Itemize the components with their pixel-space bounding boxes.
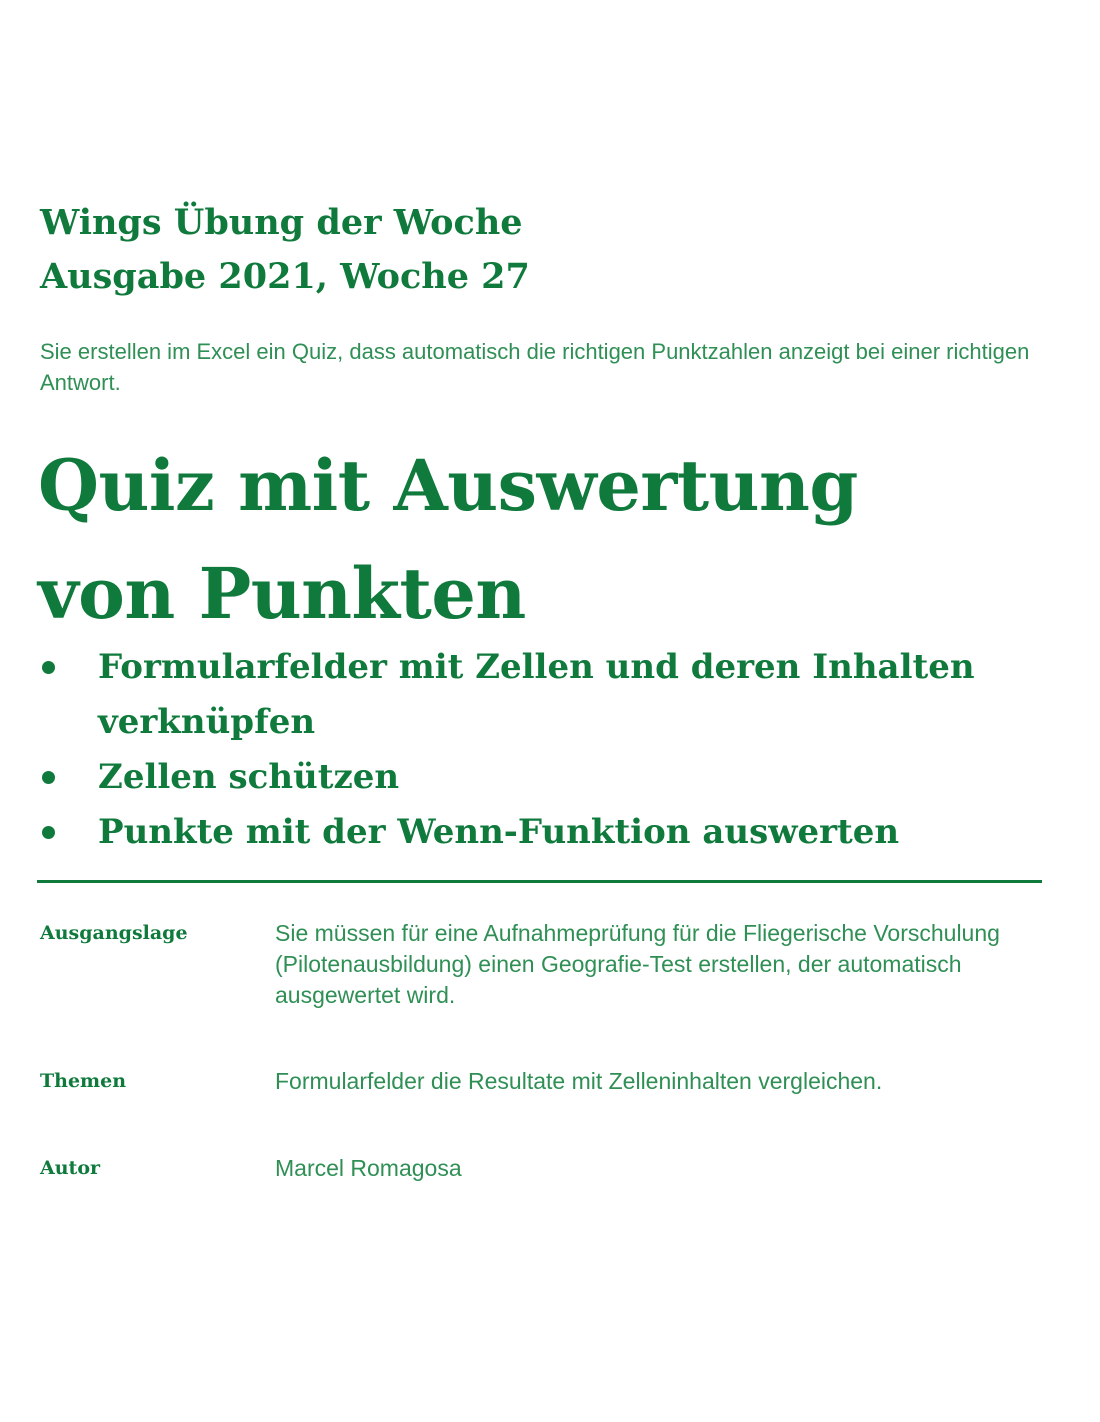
meta-label: Themen <box>40 1070 127 1092</box>
topic-item <box>40 750 1060 805</box>
topic-item-text: Zellen schützen <box>98 757 400 797</box>
header-issue: Ausgabe 2021, Woche 27 <box>40 256 530 297</box>
topic-item <box>40 805 1060 860</box>
title-line-1: Quiz mit Auswertung <box>38 444 858 527</box>
topic-item <box>40 640 1060 750</box>
topic-item-text: Formularfelder mit Zellen und deren Inhalten verknüpfen <box>98 647 975 742</box>
meta-label: Ausgangslage <box>40 922 188 944</box>
meta-value: Formularfelder die Resultate mit Zelleninhalten vergleichen. <box>275 1068 883 1094</box>
bullet-icon <box>42 661 55 674</box>
header-series-title: Wings Übung der Woche <box>40 202 523 243</box>
section-divider <box>37 880 1042 883</box>
intro-text: Sie erstellen im Excel ein Quiz, dass automatisch die richtigen Punktzahlen anzeigt bei einer richtigen Antwort. <box>40 339 1030 395</box>
bullet-icon <box>42 826 55 839</box>
meta-label: Autor <box>40 1157 101 1179</box>
page-header <box>40 196 530 304</box>
meta-value: Sie müssen für eine Aufnahmeprüfung für die Fliegerische Vorschulung (Pilotenausbildung) einen Geografie-Test erstellen, der automatisch ausgewertet wird. <box>275 920 1000 1008</box>
topic-item-text: Punkte mit der Wenn-Funktion auswerten <box>98 812 900 852</box>
bullet-icon <box>42 771 55 784</box>
meta-value: Marcel Romagosa <box>275 1155 462 1181</box>
title-line-2: von Punkten <box>38 552 526 635</box>
page-title <box>38 432 1078 648</box>
topic-list <box>40 640 1060 860</box>
